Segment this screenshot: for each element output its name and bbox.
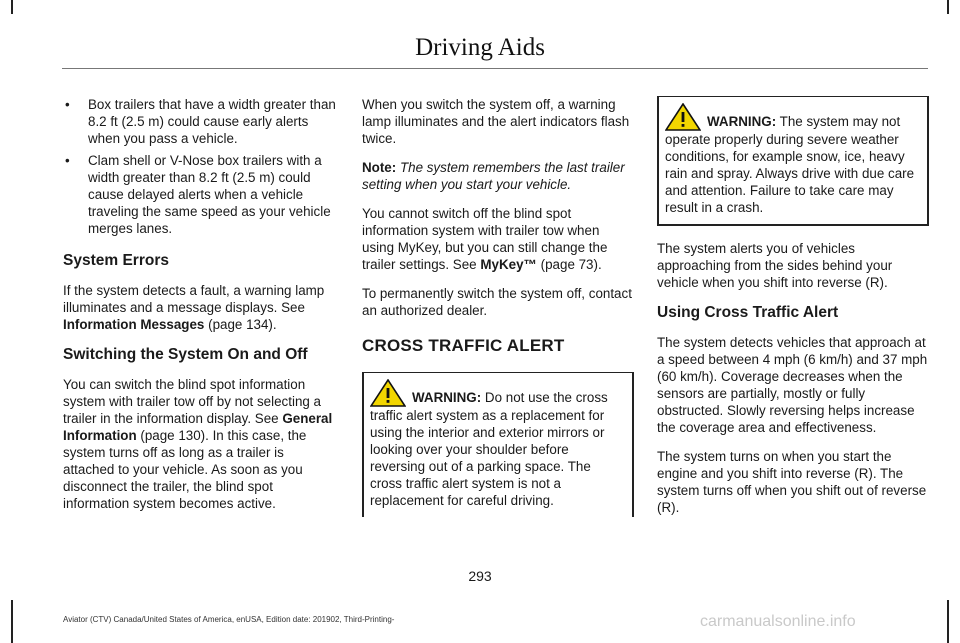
system-off-paragraph: When you switch the system off, a warning lamp illuminates and the alert indicators flash twice.	[362, 97, 630, 146]
bullet-icon: •	[65, 97, 70, 112]
mykey-paragraph	[362, 205, 634, 273]
turns-on-paragraph: The system turns on when you start the engine and you shift into reverse (R). The system turns off when you shift out of reverse (R).	[657, 449, 927, 515]
permanent-off-paragraph: To permanently switch the system off, contact an authorized dealer.	[362, 286, 632, 318]
warning-label: WARNING:	[707, 114, 777, 129]
general-information-link[interactable]: General Information	[63, 411, 333, 443]
page-number: 293	[468, 568, 492, 584]
detects-vehicles-paragraph: The system detects vehicles that approach at a speed between 4 mph (6 km/h) and 37 mph (60 km/h). Coverage decreases when the sensors are partially, mostly or fully obstructed. Slowly reversing helps increase the coverage area and effectiveness.	[657, 335, 928, 435]
system-errors-heading: System Errors	[63, 252, 169, 269]
note-paragraph	[362, 159, 634, 193]
page-reference: (page 134).	[204, 317, 277, 332]
system-alerts-paragraph: The system alerts you of vehicles approaching from the sides behind your vehicle when you shift into reverse (R).	[657, 241, 893, 290]
warning-box	[657, 96, 929, 226]
paragraph-text: If the system detects a fault, a warning lamp illuminates and a message displays. See	[63, 283, 325, 315]
bullet-icon: •	[65, 153, 70, 168]
switching-system-heading: Switching the System On and Off	[63, 346, 308, 363]
switching-system-paragraph	[63, 376, 337, 512]
system-errors-paragraph	[63, 282, 337, 333]
column-1	[63, 96, 337, 524]
warning-label: WARNING:	[412, 390, 482, 405]
header-divider	[62, 68, 928, 69]
mykey-link[interactable]: MyKey™	[480, 257, 537, 272]
cross-traffic-alert-heading: CROSS TRAFFIC ALERT	[362, 336, 565, 355]
warning-box	[362, 372, 634, 517]
page-reference: (page 73).	[536, 257, 602, 272]
crop-mark	[11, 0, 13, 14]
paragraph-text: You cannot switch off the blind spot information system with trailer tow when using MyKey, but you can still change the trailer settings. See	[362, 206, 608, 272]
crop-mark	[947, 0, 949, 14]
note-text: The system remembers the last trailer setting when you start your vehicle.	[362, 160, 625, 192]
list-item	[63, 152, 337, 237]
page-header-title: Driving Aids	[415, 34, 545, 61]
edition-footer: Aviator (CTV) Canada/United States of America, enUSA, Edition date: 201902, Third-Printing-	[63, 615, 395, 624]
warning-text: Do not use the cross traffic alert system as a replacement for using the interior and exterior mirrors or looking over your shoulder before reversing out of a parking space. The cross traffic alert system is not a replacement for careful driving.	[370, 390, 608, 508]
crop-mark	[11, 600, 13, 643]
warning-triangle-icon	[370, 379, 406, 407]
note-label: Note:	[362, 160, 397, 175]
bullet-text: Box trailers that have a width greater than 8.2 ft (2.5 m) could cause early alerts when you pass a vehicle.	[88, 97, 336, 146]
watermark: carmanualsonline.info	[700, 613, 856, 630]
crop-mark	[947, 600, 949, 643]
trailer-bullet-list	[63, 96, 337, 237]
paragraph-text: You can switch the blind spot information system with trailer tow off by not selecting a trailer in the information display. See	[63, 377, 322, 426]
bullet-text: Clam shell or V-Nose box trailers with a width greater than 8.2 ft (2.5 m) could cause delayed alerts when a vehicle traveling the same speed as your vehicle merges lanes.	[88, 153, 331, 236]
information-messages-link[interactable]: Information Messages	[63, 317, 205, 332]
list-item	[63, 96, 337, 147]
warning-text: The system may not operate properly during severe weather conditions, for example snow, ice, heavy rain and spray. Always drive with due care and attention. Failure to take care may result in a crash.	[665, 114, 915, 215]
using-cross-traffic-alert-heading: Using Cross Traffic Alert	[657, 304, 839, 321]
warning-triangle-icon	[665, 103, 701, 131]
column-2	[362, 96, 634, 531]
column-3	[657, 96, 929, 528]
paragraph-text: (page 130). In this case, the system turns off as long as a trailer is attached to your vehicle. As soon as you disconnect the trailer, the blind spot information system becomes active.	[63, 428, 307, 511]
